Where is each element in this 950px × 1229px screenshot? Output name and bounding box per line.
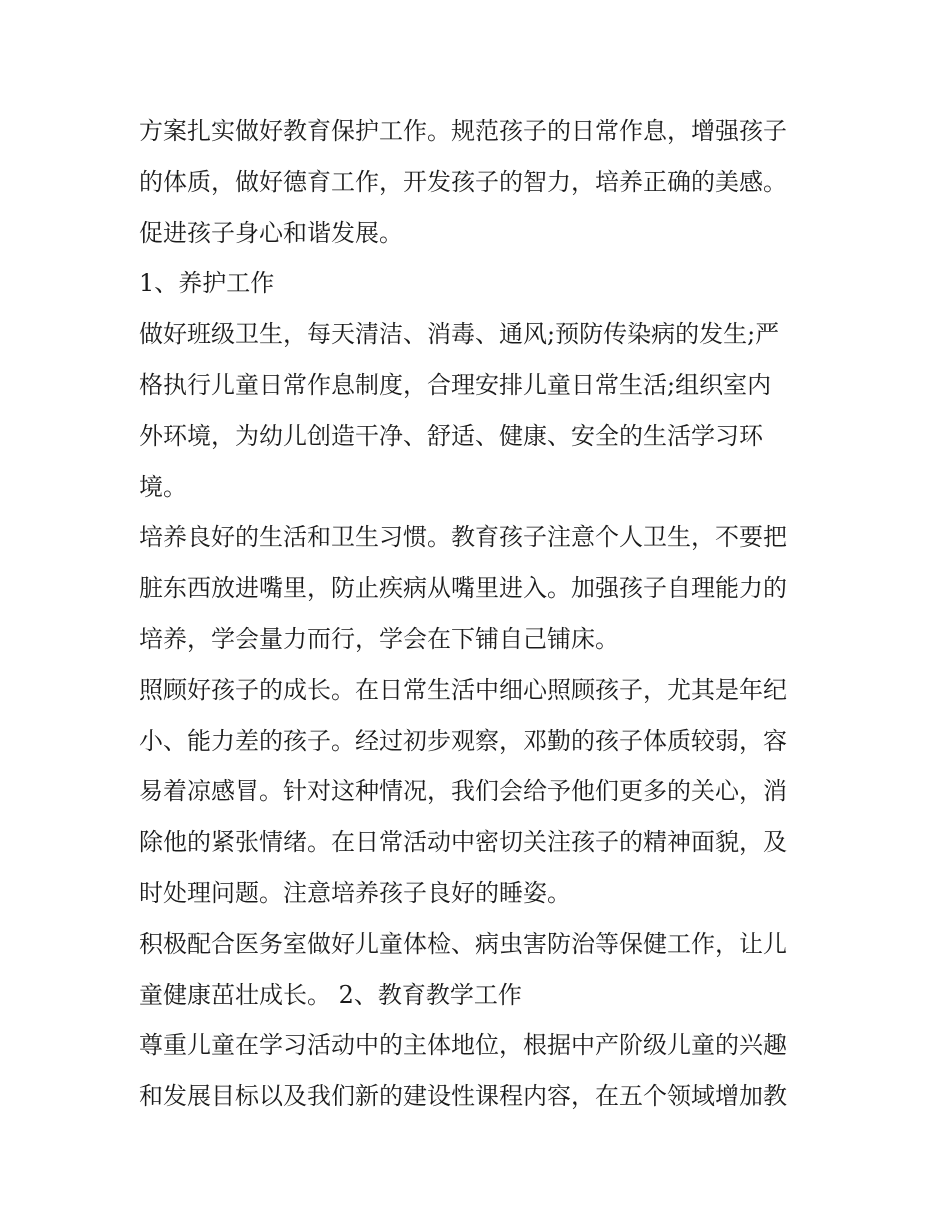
paragraph-habits — [139, 512, 829, 664]
text-line: 的体质，做好德育工作，开发孩子的智力，培养正确的美感。 — [139, 167, 787, 196]
text-line: 外环境，为幼儿创造干净、舒适、健康、安全的生活学习环 — [139, 421, 763, 450]
text-line: 促进孩子身心和谐发展。 — [139, 218, 403, 247]
paragraph-growth — [139, 665, 829, 919]
text-line: 和发展目标以及我们新的建设性课程内容，在五个领域增加教 — [139, 1082, 787, 1111]
heading-line: 1、养护工作 — [139, 269, 275, 298]
text-line: 童健康茁壮成长。 2、教育教学工作 — [139, 980, 522, 1009]
text-line: 积极配合医务室做好儿童体检、病虫害防治等保健工作，让儿 — [139, 929, 787, 958]
text-line: 时处理问题。注意培养孩子良好的睡姿。 — [139, 878, 571, 907]
text-line: 脏东西放进嘴里，防止疾病从嘴里进入。加强孩子自理能力的 — [139, 574, 787, 603]
paragraph-hygiene — [139, 309, 829, 512]
text-line: 培养，学会量力而行，学会在下铺自己铺床。 — [139, 624, 619, 653]
text-line: 尊重儿童在学习活动中的主体地位，根据中产阶级儿童的兴趣 — [139, 1031, 787, 1060]
text-line: 做好班级卫生，每天清洁、消毒、通风;预防传染病的发生;严 — [139, 320, 780, 349]
text-line: 照顾好孩子的成长。在日常生活中细心照顾孩子，尤其是年纪 — [139, 675, 787, 704]
paragraph-intro — [139, 106, 829, 258]
text-line: 格执行儿童日常作息制度，合理安排儿童日常生活;组织室内 — [139, 370, 772, 399]
paragraph-education — [139, 1020, 829, 1122]
text-line: 方案扎实做好教育保护工作。规范孩子的日常作息，增强孩子 — [139, 117, 787, 145]
text-line: 易着凉感冒。针对这种情况，我们会给予他们更多的关心，消 — [139, 777, 787, 806]
document-body — [139, 106, 829, 1122]
text-line: 境。 — [139, 472, 187, 501]
text-line: 除他的紧张情绪。在日常活动中密切关注孩子的精神面貌，及 — [139, 828, 787, 857]
text-line: 小、能力差的孩子。经过初步观察，邓勤的孩子体质较弱，容 — [139, 726, 787, 755]
paragraph-health-checks — [139, 919, 829, 1021]
section-heading-care — [139, 258, 829, 309]
text-line: 培养良好的生活和卫生习惯。教育孩子注意个人卫生，不要把 — [139, 523, 787, 552]
